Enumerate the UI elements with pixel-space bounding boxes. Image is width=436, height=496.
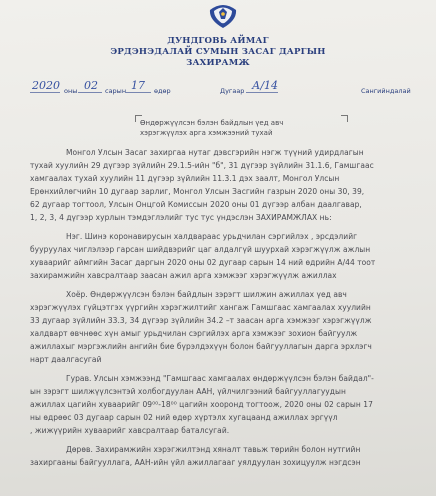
- body-line: тухай хуулийн 29 дүгээр зүйлийн 29.1.5-ийн "б", 31 дүгээр зүйлийн 31.1.6, Гамшгаас: [30, 161, 374, 170]
- body-line: хуваарийг аймгийн Засаг даргын 2020 оны 02 дугаар сарын 14 ний өдрийн А/44 тоот: [30, 258, 376, 267]
- order-number-label: Дугаар: [220, 87, 245, 95]
- subject-block: [140, 118, 350, 138]
- body-line: Хоёр. Өндөржүүлсэн бэлэн байдлын зэрэгт шилжин ажиллах үед авч: [66, 290, 347, 299]
- body-line: ажиллахыг мэргэжлийн ангийн бие бүрэлдэхүүн болон байгууллагын дарга эрхлэгч: [30, 342, 372, 351]
- issue-place: Сангийндалай: [361, 87, 411, 95]
- state-emblem-icon: [207, 2, 239, 30]
- body-line: Гурав. Улсын хэмжээнд "Гамшгаас хамгаалах өндөржүүлсэн бэлэн байдал"-: [66, 374, 374, 383]
- body-line: 1, 2, 3, 4 дүгээр хурлын тэмдэглэлийг тус тус үндэслэн ЗАХИРАМЖЛАХ нь:: [30, 213, 332, 222]
- date-year: 2020: [32, 79, 60, 92]
- header-line-title: ЗАХИРАМЖ: [186, 58, 250, 68]
- body-line: хамгаалах тухай хуулийн 11 дүгээр зүйлийн 11.3.1 дэх заалт, Монгол Улсын: [30, 174, 340, 183]
- date-day: 17: [131, 79, 145, 92]
- body-line: Ерөнхийлөгчийн 10 дугаар зарлиг, Монгол Улсын Засгийн газрын 2020 оны 30, 39,: [30, 187, 365, 196]
- subject-line-1: Өндөржүүлсэн бэлэн байдлын үед авч: [140, 119, 284, 127]
- header-line-aimag: ДУНДГОВЬ АЙМАГ: [167, 36, 269, 46]
- body-line: , жижүүрийн хуваарийг хавсралтаар баталсугай.: [30, 426, 230, 435]
- body-line: 33 дугаар зүйлийн 33.3, 34 дүгээр зүйлийн 34.2 –т заасан арга хэмжээг хэрэгжүүлж: [30, 316, 372, 325]
- date-number-line: [28, 79, 418, 98]
- date-month: 02: [84, 79, 98, 92]
- date-year-label: оны: [64, 87, 78, 95]
- body-line: ны өдрөөс 03 дугаар сарын 02 ний өдөр хүртэлх хугацаанд ажиллах эргүүл: [30, 413, 338, 422]
- body-line: бууруулах чиглэлээр гарсан шийдвэрийг цаг алдалгүй шуурхай хэрэгжүүлж ажлын: [30, 245, 371, 254]
- body-line: хэрэгжүүлэх гүйцэтгэх үүргийн хэрэгжилтийг хангаж Гамшгаас хамгаалах хуулийн: [30, 303, 371, 312]
- body-line: нарт даалгасугай: [30, 355, 102, 364]
- body-line: 62 дугаар тогтоол, Улсын Онцгой Комиссын 2020 оны 01 дүгээр албан даалгавар,: [30, 200, 362, 209]
- date-day-label: өдөр: [154, 87, 171, 95]
- body-line: захирамжийн хавсралтаар заасан ажил арга хэмжээг хэрэгжүүлж ажиллах: [30, 271, 337, 280]
- body-line: халдварт өвчнөөс хүн амыг урьдчилан сэргийлэх арга хэмжээг зохион байгуулж: [30, 329, 358, 338]
- date-month-label: сарын: [105, 87, 127, 95]
- body-line: захиргааны байгууллага, ААН-ийн үйл ажиллагааг уялдуулан зохицуулж нэгдсэн: [30, 458, 361, 467]
- body-line: Дөрөв. Захирамжийн хэрэгжилтэнд хяналт тавьж төрийн болон нутгийн: [66, 445, 361, 454]
- body-line: Монгол Улсын Засаг захиргаа нутаг дэвсгэрийн нэгж түүний удирдлагын: [66, 148, 364, 157]
- header-line-sum: ЭРДЭНЭДАЛАЙ СУМЫН ЗАСАГ ДАРГЫН: [110, 47, 326, 57]
- order-number: А/14: [252, 79, 279, 92]
- subject-line-2: хэрэгжүүлэх арга хэмжээний тухай: [140, 129, 273, 137]
- body-line: Нэг. Шинэ коронавирусын халдвараас урьдчилан сэргийлэх , эрсдэлийг: [66, 232, 358, 241]
- body-line: ажиллах цагийн хуваарийг 09⁰⁰-18⁰⁰ цагийн хооронд тогтоож, 2020 оны 02 сарын 17: [30, 400, 373, 409]
- body-line: ын зэрэгт шилжүүлсэнтэй холбогдуулан ААН, үйлчилгээний байгууллагуудын: [30, 387, 346, 396]
